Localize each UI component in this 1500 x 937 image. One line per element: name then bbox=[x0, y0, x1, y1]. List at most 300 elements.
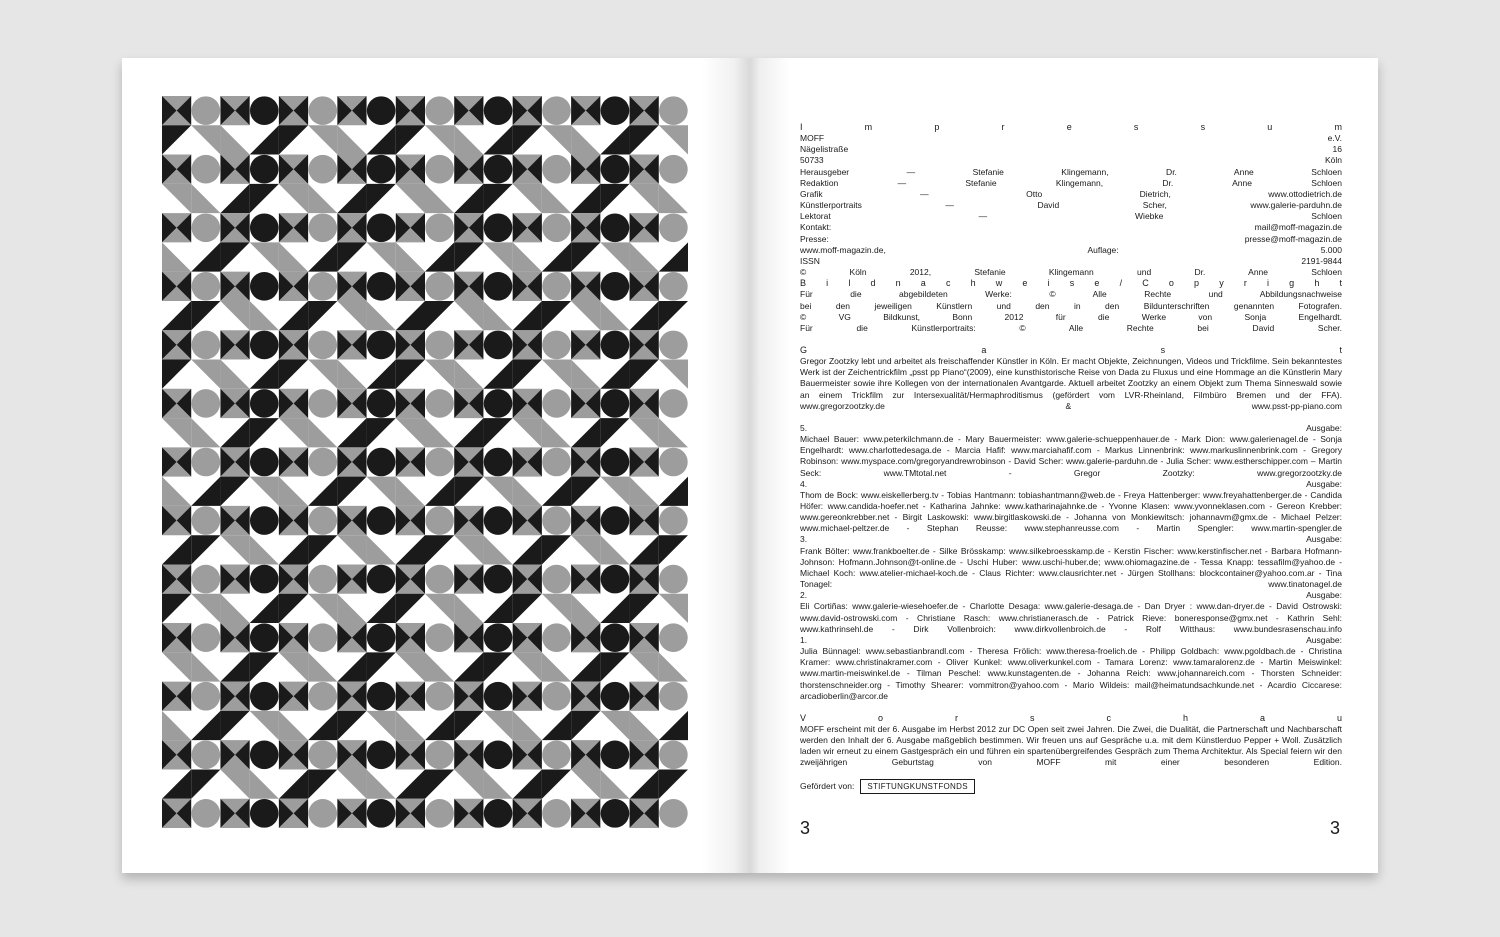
geometric-pattern bbox=[162, 96, 688, 828]
diagonal-tile bbox=[337, 242, 366, 271]
diagonal-tile bbox=[396, 711, 425, 740]
diagonal-tile bbox=[630, 125, 659, 154]
diagonal-tile bbox=[659, 360, 688, 389]
impressum-line: Redaktion — Stefanie Klingemann, Dr. Anne Schloen bbox=[800, 177, 1342, 188]
diagonal-tile bbox=[454, 477, 483, 506]
circle-tile bbox=[659, 213, 688, 242]
circle-tile bbox=[659, 448, 688, 477]
diagonal-tile bbox=[600, 242, 629, 271]
diagonal-tile bbox=[454, 769, 483, 798]
circle-tile bbox=[601, 213, 630, 242]
circle-tile bbox=[367, 623, 396, 652]
diagonal-tile bbox=[513, 535, 542, 564]
page-number-left: 3 bbox=[800, 818, 811, 838]
page-number-right: 3 bbox=[1330, 818, 1341, 838]
diagonal-tile bbox=[600, 184, 629, 213]
diagonal-tile bbox=[542, 594, 571, 623]
bildnachweise-block bbox=[800, 289, 1342, 334]
diagonal-tile bbox=[337, 360, 366, 389]
impressum-line: Nägelistraße 16 bbox=[800, 144, 1342, 155]
diagonal-tile bbox=[483, 477, 512, 506]
diagonal-tile bbox=[367, 301, 396, 330]
circle-tile bbox=[192, 213, 221, 242]
diagonal-tile bbox=[250, 652, 279, 681]
circle-tile bbox=[308, 623, 337, 652]
diagonal-tile bbox=[571, 711, 600, 740]
diagonal-tile bbox=[367, 477, 396, 506]
diagonal-tile bbox=[279, 360, 308, 389]
circle-tile bbox=[308, 565, 337, 594]
circle-tile bbox=[250, 331, 279, 360]
gast-heading: G a s t bbox=[800, 344, 1342, 355]
diagonal-tile bbox=[220, 477, 249, 506]
circle-tile bbox=[484, 565, 513, 594]
impressum-line: Künstlerportraits — David Scher, www.galerie-parduhn.de bbox=[800, 200, 1342, 211]
diagonal-tile bbox=[454, 418, 483, 447]
circle-tile bbox=[308, 272, 337, 301]
diagonal-tile bbox=[220, 184, 249, 213]
circle-tile bbox=[601, 506, 630, 535]
diagonal-tile bbox=[279, 242, 308, 271]
ausgabe-number: 3. bbox=[800, 534, 808, 545]
diagonal-tile bbox=[454, 184, 483, 213]
circle-tile bbox=[542, 155, 571, 184]
diagonal-tile bbox=[425, 769, 454, 798]
circle-tile bbox=[542, 389, 571, 418]
ausgabe-number: 1. bbox=[800, 634, 808, 645]
diagonal-tile bbox=[220, 769, 249, 798]
diagonal-tile bbox=[513, 125, 542, 154]
circle-tile bbox=[192, 506, 221, 535]
diagonal-tile bbox=[571, 594, 600, 623]
diagonal-tile bbox=[250, 594, 279, 623]
diagonal-tile bbox=[162, 652, 191, 681]
diagonal-tile bbox=[513, 242, 542, 271]
diagonal-tile bbox=[308, 242, 337, 271]
diagonal-tile bbox=[425, 242, 454, 271]
ausgabe-heading bbox=[800, 635, 1342, 646]
diagonal-tile bbox=[367, 242, 396, 271]
diagonal-tile bbox=[337, 125, 366, 154]
diagonal-tile bbox=[542, 535, 571, 564]
circle-tile bbox=[192, 623, 221, 652]
diagonal-tile bbox=[600, 711, 629, 740]
diagonal-tile bbox=[630, 242, 659, 271]
diagonal-tile bbox=[191, 125, 220, 154]
circle-tile bbox=[659, 96, 688, 125]
diagonal-tile bbox=[571, 652, 600, 681]
diagonal-tile bbox=[220, 535, 249, 564]
circle-tile bbox=[250, 799, 279, 828]
diagonal-tile bbox=[454, 652, 483, 681]
diagonal-tile bbox=[571, 535, 600, 564]
bildnachweise-line: Für die abgebildeten Werke: © Alle Rechte und Abbildungsnachweise bbox=[800, 289, 1342, 300]
diagonal-tile bbox=[630, 301, 659, 330]
diagonal-tile bbox=[425, 184, 454, 213]
vorschau-text: MOFF erscheint mit der 6. Ausgabe im Herbst 2012 zur DC Open seit zwei Jahren. Die Zwei, die Dualität, die Partnerschaft und Nachbarschaft werden den Inhalt der 6. Ausgabe maßgeblich bestimmen. Wir freuen uns auf Gespräche u.a. mit dem Künstlerduo Pepper + Woll. Zusätzlich laden wir erneut zu einem Gastgespräch ein und führen ein spartenübergreifendes Gespräch zum Thema Architektur. Als Special feiern wir den zweijährigen Geburtstag von MOFF mit einer besonderen Edition. bbox=[800, 723, 1342, 768]
diagonal-tile bbox=[396, 594, 425, 623]
diagonal-tile bbox=[337, 301, 366, 330]
circle-tile bbox=[308, 506, 337, 535]
diagonal-tile bbox=[425, 535, 454, 564]
diagonal-tile bbox=[425, 477, 454, 506]
circle-tile bbox=[425, 682, 454, 711]
circle-tile bbox=[192, 448, 221, 477]
ausgabe-number: 5. bbox=[800, 422, 808, 433]
circle-tile bbox=[542, 448, 571, 477]
diagonal-tile bbox=[483, 652, 512, 681]
circle-tile bbox=[542, 623, 571, 652]
diagonal-tile bbox=[454, 125, 483, 154]
stiftung-kunstfonds-logo: STIFTUNGKUNSTFONDS bbox=[860, 779, 975, 794]
circle-tile bbox=[425, 389, 454, 418]
diagonal-tile bbox=[162, 477, 191, 506]
diagonal-tile bbox=[162, 418, 191, 447]
circle-tile bbox=[308, 682, 337, 711]
diagonal-tile bbox=[191, 594, 220, 623]
circle-tile bbox=[659, 506, 688, 535]
ausgabe-artists: Julia Bünnagel: www.sebastianbrandl.com - Theresa Frölich: www.theresa-froelich.de - Philipp Goldbach: www.pgoldbach.de - Christina Kramer: www.christinakramer.com - Oliver Kunkel: www.oliverkunkel.com - Tamara Lorenz: www.tamaralorenz.de - Martin Meiswinkel: www.martin-meiswinkel.de - Tilman Peschel: www.kunstagenten.de - Johanna Reich: www.johannareich.com - Thorsten Schneider: thorstenschneider.org - Timothy Shearer: vommitron@yahoo.com - Mario Wildeis: mail@heimatundsachkunde.net - Acardio Ciccarese: arcadioberlin@arcor.de bbox=[800, 646, 1342, 701]
diagonal-tile bbox=[513, 184, 542, 213]
circle-tile bbox=[484, 331, 513, 360]
diagonal-tile bbox=[250, 184, 279, 213]
impressum-line: MOFF e.V. bbox=[800, 133, 1342, 144]
diagonal-tile bbox=[250, 301, 279, 330]
ausgaben-list bbox=[800, 423, 1342, 702]
diagonal-tile bbox=[513, 360, 542, 389]
diagonal-tile bbox=[367, 418, 396, 447]
circle-tile bbox=[425, 213, 454, 242]
circle-tile bbox=[542, 331, 571, 360]
diagonal-tile bbox=[542, 125, 571, 154]
diagonal-tile bbox=[659, 711, 688, 740]
diagonal-tile bbox=[396, 769, 425, 798]
diagonal-tile bbox=[162, 125, 191, 154]
ausgabe-heading bbox=[800, 423, 1342, 434]
circle-tile bbox=[542, 682, 571, 711]
ausgabe-heading bbox=[800, 590, 1342, 601]
circle-tile bbox=[601, 799, 630, 828]
ausgabe-label: Ausgabe: bbox=[1306, 534, 1342, 545]
diagonal-tile bbox=[513, 301, 542, 330]
diagonal-tile bbox=[425, 125, 454, 154]
diagonal-tile bbox=[600, 652, 629, 681]
ausgabe-label: Ausgabe: bbox=[1306, 634, 1342, 645]
bildnachweise-line: © VG Bildkunst, Bonn 2012 für die Werke von Sonja Engelhardt. bbox=[800, 311, 1342, 322]
circle-tile bbox=[425, 331, 454, 360]
diagonal-tile bbox=[659, 535, 688, 564]
impressum-line: © Köln 2012, Stefanie Klingemann und Dr. Anne Schloen bbox=[800, 267, 1342, 278]
circle-tile bbox=[192, 389, 221, 418]
diagonal-tile bbox=[600, 301, 629, 330]
diagonal-tile bbox=[367, 769, 396, 798]
impressum-line: Kontakt: mail@moff-magazin.de bbox=[800, 222, 1342, 233]
circle-tile bbox=[192, 565, 221, 594]
circle-tile bbox=[659, 155, 688, 184]
circle-tile bbox=[425, 623, 454, 652]
diagonal-tile bbox=[542, 184, 571, 213]
circle-tile bbox=[367, 272, 396, 301]
diagonal-tile bbox=[308, 769, 337, 798]
diagonal-tile bbox=[542, 769, 571, 798]
diagonal-tile bbox=[542, 418, 571, 447]
diagonal-tile bbox=[571, 242, 600, 271]
diagonal-tile bbox=[483, 769, 512, 798]
circle-tile bbox=[425, 565, 454, 594]
circle-tile bbox=[250, 272, 279, 301]
impressum-line: www.moff-magazin.de, Auflage: 5.000 bbox=[800, 244, 1342, 255]
diagonal-tile bbox=[308, 594, 337, 623]
circle-tile bbox=[425, 740, 454, 769]
ausgabe-label: Ausgabe: bbox=[1306, 478, 1342, 489]
diagonal-tile bbox=[308, 711, 337, 740]
diagonal-tile bbox=[162, 242, 191, 271]
diagonal-tile bbox=[396, 477, 425, 506]
diagonal-tile bbox=[454, 711, 483, 740]
diagonal-tile bbox=[659, 652, 688, 681]
ausgabe-heading bbox=[800, 479, 1342, 490]
diagonal-tile bbox=[454, 535, 483, 564]
diagonal-tile bbox=[396, 125, 425, 154]
diagonal-tile bbox=[367, 594, 396, 623]
circle-tile bbox=[601, 448, 630, 477]
ausgabe-label: Ausgabe: bbox=[1306, 422, 1342, 433]
diagonal-tile bbox=[220, 418, 249, 447]
diagonal-tile bbox=[542, 711, 571, 740]
diagonal-tile bbox=[630, 769, 659, 798]
circle-tile bbox=[425, 155, 454, 184]
diagonal-tile bbox=[250, 418, 279, 447]
circle-tile bbox=[308, 96, 337, 125]
impressum-line: 50733 Köln bbox=[800, 155, 1342, 166]
diagonal-tile bbox=[279, 594, 308, 623]
diagonal-tile bbox=[513, 711, 542, 740]
magazine-spread bbox=[122, 58, 1378, 873]
diagonal-tile bbox=[659, 418, 688, 447]
circle-tile bbox=[601, 331, 630, 360]
diagonal-tile bbox=[600, 535, 629, 564]
circle-tile bbox=[250, 155, 279, 184]
diagonal-tile bbox=[279, 769, 308, 798]
circle-tile bbox=[308, 448, 337, 477]
diagonal-tile bbox=[279, 418, 308, 447]
diagonal-tile bbox=[250, 242, 279, 271]
diagonal-tile bbox=[600, 418, 629, 447]
left-page bbox=[122, 58, 750, 873]
impressum-line: Presse: presse@moff-magazin.de bbox=[800, 233, 1342, 244]
circle-tile bbox=[601, 682, 630, 711]
ausgabe-label: Ausgabe: bbox=[1306, 590, 1342, 601]
circle-tile bbox=[308, 389, 337, 418]
diagonal-tile bbox=[659, 242, 688, 271]
diagonal-tile bbox=[308, 652, 337, 681]
diagonal-tile bbox=[162, 594, 191, 623]
diagonal-tile bbox=[250, 125, 279, 154]
diagonal-tile bbox=[454, 242, 483, 271]
diagonal-tile bbox=[162, 301, 191, 330]
circle-tile bbox=[192, 155, 221, 184]
ausgabe-artists: Michael Bauer: www.peterkilchmann.de - Mary Bauermeister: www.galerie-schueppenhauer.de - Mark Dion: www.galerienagel.de - Sonja Engelhardt: www.charlottedesaga.de - Marcia Hafif: www.marciahafif.com - Markus Linnenbrink: www.markuslinnenbrink.com - Gregory Robinson: www.myspace.com/gregoryandrewrobinson - David Scher: www.galerie-parduhn.de - Julia Scher: www.estherschipper.com – Martin Seck: www.TMtotal.net - Gregor Zootzky: www.gregorzootzky.de bbox=[800, 434, 1342, 478]
circle-tile bbox=[192, 331, 221, 360]
diagonal-tile bbox=[308, 360, 337, 389]
impressum-column bbox=[800, 122, 1342, 794]
diagonal-tile bbox=[659, 184, 688, 213]
diagonal-tile bbox=[220, 125, 249, 154]
circle-tile bbox=[192, 272, 221, 301]
diagonal-tile bbox=[191, 477, 220, 506]
diagonal-tile bbox=[220, 652, 249, 681]
diagonal-tile bbox=[162, 184, 191, 213]
circle-tile bbox=[367, 448, 396, 477]
diagonal-tile bbox=[425, 301, 454, 330]
diagonal-tile bbox=[454, 594, 483, 623]
diagonal-tile bbox=[191, 652, 220, 681]
diagonal-tile bbox=[425, 594, 454, 623]
circle-tile bbox=[250, 389, 279, 418]
circle-tile bbox=[601, 565, 630, 594]
circle-tile bbox=[542, 740, 571, 769]
diagonal-tile bbox=[513, 418, 542, 447]
diagonal-tile bbox=[630, 711, 659, 740]
circle-tile bbox=[367, 389, 396, 418]
circle-tile bbox=[250, 740, 279, 769]
diagonal-tile bbox=[600, 477, 629, 506]
circle-tile bbox=[250, 448, 279, 477]
circle-tile bbox=[659, 799, 688, 828]
diagonal-tile bbox=[162, 360, 191, 389]
diagonal-tile bbox=[483, 242, 512, 271]
circle-tile bbox=[250, 565, 279, 594]
diagonal-tile bbox=[191, 242, 220, 271]
circle-tile bbox=[367, 213, 396, 242]
circle-tile bbox=[192, 682, 221, 711]
diagonal-tile bbox=[513, 652, 542, 681]
bildnachweise-line: Für die Künstlerportraits: © Alle Rechte bei David Scher. bbox=[800, 322, 1342, 333]
diagonal-tile bbox=[220, 594, 249, 623]
diagonal-tile bbox=[571, 184, 600, 213]
circle-tile bbox=[192, 740, 221, 769]
diagonal-tile bbox=[367, 125, 396, 154]
diagonal-tile bbox=[600, 360, 629, 389]
diagonal-tile bbox=[630, 360, 659, 389]
ausgabe-heading bbox=[800, 534, 1342, 545]
diagonal-tile bbox=[542, 477, 571, 506]
diagonal-tile bbox=[337, 594, 366, 623]
diagonal-tile bbox=[542, 360, 571, 389]
diagonal-tile bbox=[279, 535, 308, 564]
diagonal-tile bbox=[396, 184, 425, 213]
circle-tile bbox=[659, 389, 688, 418]
diagonal-tile bbox=[483, 711, 512, 740]
circle-tile bbox=[484, 682, 513, 711]
diagonal-tile bbox=[191, 360, 220, 389]
impressum-line: ISSN 2191-9844 bbox=[800, 255, 1342, 266]
diagonal-tile bbox=[571, 301, 600, 330]
circle-tile bbox=[601, 623, 630, 652]
diagonal-tile bbox=[250, 711, 279, 740]
circle-tile bbox=[542, 799, 571, 828]
diagonal-tile bbox=[600, 594, 629, 623]
diagonal-tile bbox=[337, 769, 366, 798]
diagonal-tile bbox=[659, 594, 688, 623]
diagonal-tile bbox=[337, 652, 366, 681]
diagonal-tile bbox=[367, 535, 396, 564]
diagonal-tile bbox=[220, 242, 249, 271]
circle-tile bbox=[425, 448, 454, 477]
ausgabe-artists: Eli Cortiñas: www.galerie-wiesehoefer.de - Charlotte Desaga: www.galerie-desaga.de - Dan Dryer : www.dan-dryer.de - David Ostrowski: www.david-ostrowski.com - Christiane Rasch: www.christianerasch.de - Patrick Rieve: boneresponse@gmx.net - Kathrin Sehl: www.kathrinsehl.de - Dirk Vollenbroich: www.dirkvollenbroich.de - Rolf Witthaus: www.bundesrasenschau.info bbox=[800, 601, 1342, 634]
circle-tile bbox=[250, 96, 279, 125]
impressum-heading: I m p r e s s u m bbox=[800, 122, 1342, 132]
diagonal-tile bbox=[483, 360, 512, 389]
diagonal-tile bbox=[279, 125, 308, 154]
diagonal-tile bbox=[308, 301, 337, 330]
circle-tile bbox=[659, 565, 688, 594]
diagonal-tile bbox=[220, 360, 249, 389]
diagonal-tile bbox=[542, 301, 571, 330]
circle-tile bbox=[659, 331, 688, 360]
diagonal-tile bbox=[250, 477, 279, 506]
circle-tile bbox=[484, 623, 513, 652]
impressum-block bbox=[800, 133, 1342, 278]
circle-tile bbox=[308, 155, 337, 184]
diagonal-tile bbox=[630, 535, 659, 564]
circle-tile bbox=[367, 565, 396, 594]
diagonal-tile bbox=[630, 477, 659, 506]
diagonal-tile bbox=[659, 301, 688, 330]
diagonal-tile bbox=[483, 594, 512, 623]
circle-tile bbox=[659, 682, 688, 711]
ausgabe-artists: Frank Bölter: www.frankboelter.de - Silke Brösskamp: www.silkebroesskamp.de - Kerstin Fischer: www.kerstinfischer.net - Barbara Hofmann-Johnson: Hofmann.Johnson@t-online.de - Uschi Huber: www.uschi-huber.de; www.ohiomagazine.de - Tessa Knapp: tessafilm@yahoo.de - Michael Koch: www.atelier-michael-koch.de - Claus Richter: www.clausrichter.net - Jürgen Stollhans: blockcontainer@yahoo.com.ar - Tina Tonagel: www.tinatonagel.de bbox=[800, 545, 1342, 590]
circle-tile bbox=[484, 213, 513, 242]
diagonal-tile bbox=[250, 769, 279, 798]
diagonal-tile bbox=[191, 301, 220, 330]
diagonal-tile bbox=[162, 535, 191, 564]
diagonal-tile bbox=[279, 652, 308, 681]
ausgabe-number: 4. bbox=[800, 478, 808, 489]
diagonal-tile bbox=[659, 125, 688, 154]
circle-tile bbox=[308, 799, 337, 828]
circle-tile bbox=[250, 623, 279, 652]
circle-tile bbox=[484, 740, 513, 769]
circle-tile bbox=[659, 272, 688, 301]
circle-tile bbox=[367, 96, 396, 125]
circle-tile bbox=[425, 96, 454, 125]
circle-tile bbox=[367, 740, 396, 769]
circle-tile bbox=[192, 96, 221, 125]
diagonal-tile bbox=[454, 360, 483, 389]
circle-tile bbox=[601, 155, 630, 184]
circle-tile bbox=[367, 155, 396, 184]
ausgabe-artists: Thom de Bock: www.eiskellerberg.tv - Tobias Hantmann: tobiashantmann@web.de - Freya Hattenberger: www.freyahattenberger.de - Candida Höfer: www.candida-hoefer.net - Katharina Jahnke: www.katharinajahnke.de - Yvonne Klasen: www.yvonneklasen.com - Gereon Krebber: www.gereonkrebber.net - Birgit Laskowski: www.birgitlaskowski.de - Johanna von Monkiewitsch: johannavm@gmx.de - Michael Pelzer: www.michael-peltzer.de - Stephan Reusse: www.stephanreusse.com - Martin Spengler: www.martin-spengler.de bbox=[800, 489, 1342, 534]
diagonal-tile bbox=[483, 301, 512, 330]
diagonal-tile bbox=[396, 535, 425, 564]
diagonal-tile bbox=[630, 594, 659, 623]
diagonal-tile bbox=[600, 125, 629, 154]
circle-tile bbox=[484, 272, 513, 301]
diagonal-tile bbox=[191, 711, 220, 740]
circle-tile bbox=[542, 213, 571, 242]
diagonal-tile bbox=[630, 652, 659, 681]
diagonal-tile bbox=[337, 711, 366, 740]
diagonal-tile bbox=[367, 360, 396, 389]
diagonal-tile bbox=[191, 769, 220, 798]
circle-tile bbox=[484, 96, 513, 125]
diagonal-tile bbox=[571, 418, 600, 447]
diagonal-tile bbox=[367, 711, 396, 740]
diagonal-tile bbox=[542, 652, 571, 681]
diagonal-tile bbox=[337, 477, 366, 506]
diagonal-tile bbox=[220, 711, 249, 740]
